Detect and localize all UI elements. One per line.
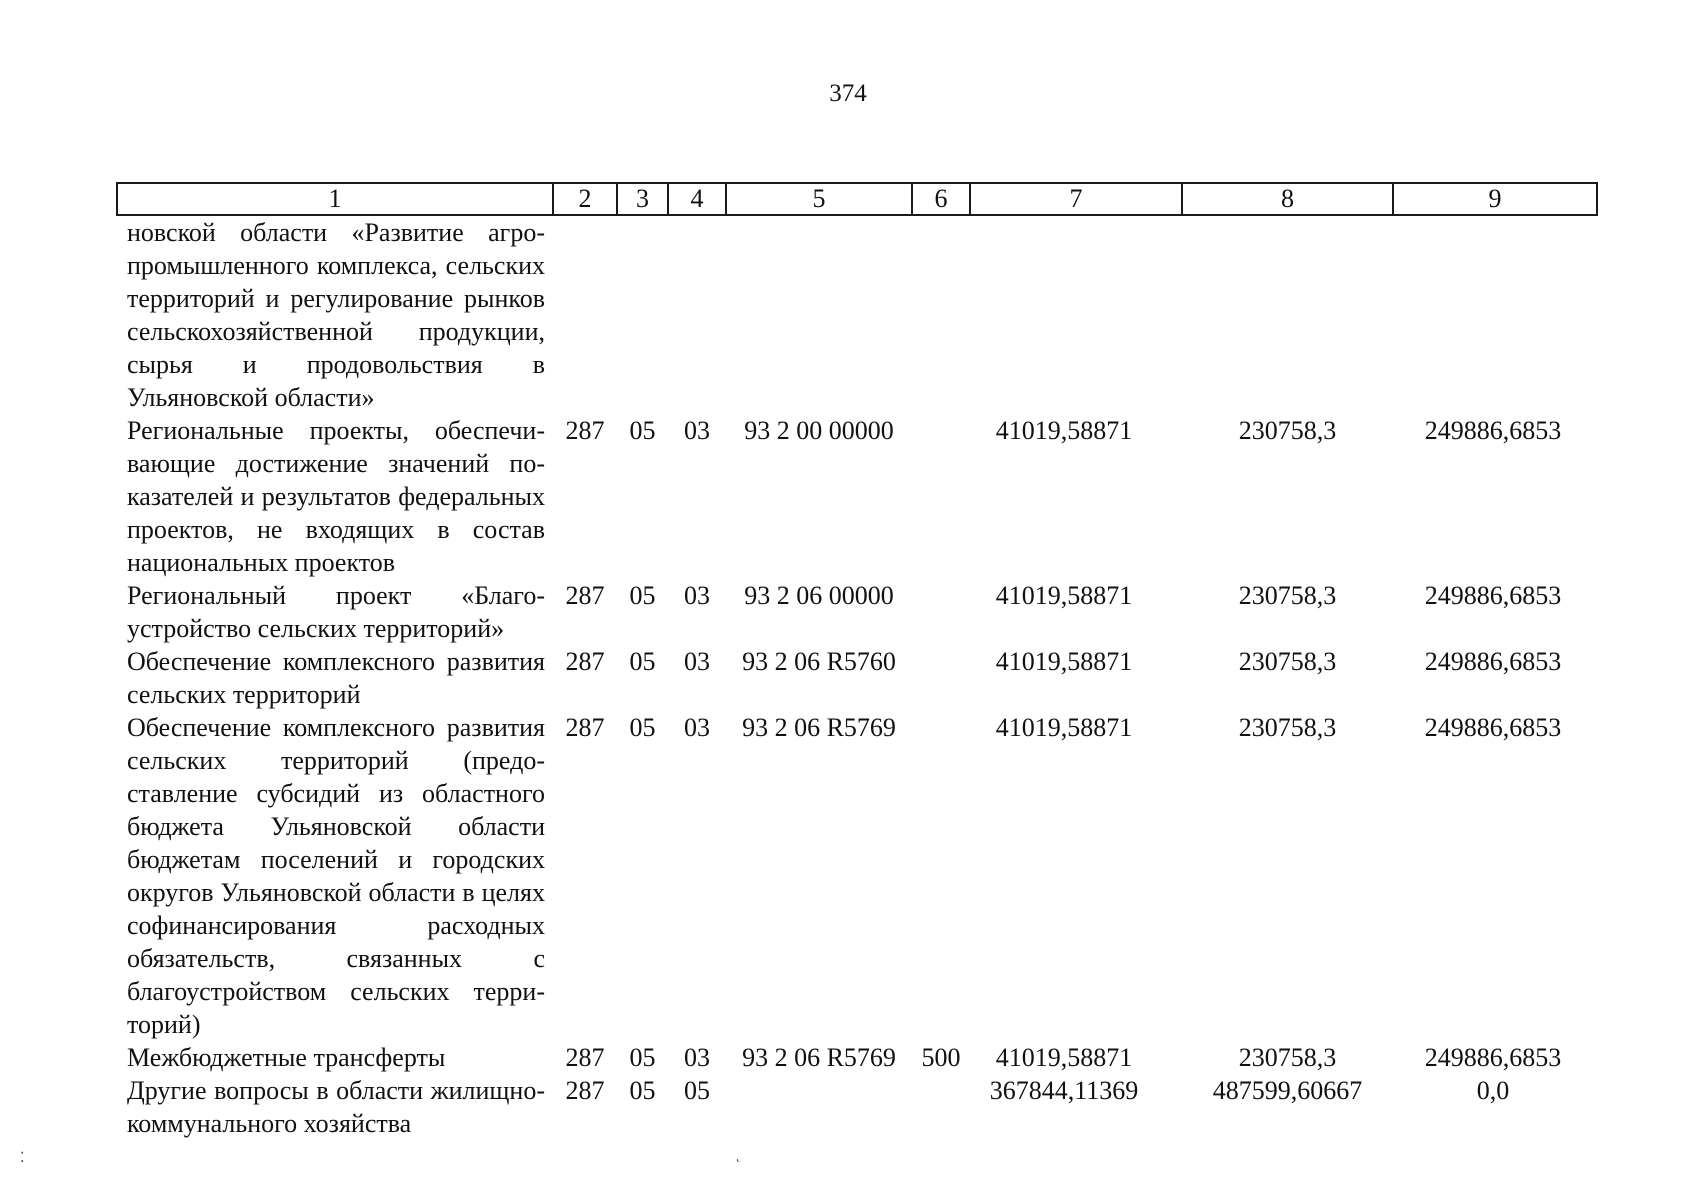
col-header-1: 1 bbox=[117, 183, 553, 215]
cell-4: 03 bbox=[684, 416, 710, 445]
cell-2: 287 bbox=[565, 416, 605, 445]
cell-2: 287 bbox=[565, 647, 605, 676]
table-row bbox=[117, 579, 1597, 645]
cell-2 bbox=[553, 215, 617, 414]
col-header-9: 9 bbox=[1393, 183, 1597, 215]
cell-7 bbox=[970, 215, 1182, 414]
table-row bbox=[117, 1074, 1597, 1140]
cell-4: 03 bbox=[684, 1043, 710, 1072]
cell-8: 487599,60667 bbox=[1212, 1076, 1363, 1105]
table-row bbox=[117, 711, 1597, 1041]
cell-5: 93 2 06 R5769 bbox=[742, 1043, 896, 1072]
cell-2: 287 bbox=[565, 1043, 605, 1072]
col-header-4: 4 bbox=[668, 183, 726, 215]
cell-9: 249886,6853 bbox=[1424, 713, 1562, 742]
cell-8: 230758,3 bbox=[1238, 1043, 1337, 1072]
cell-5: 93 2 06 00000 bbox=[744, 581, 894, 610]
row-name: Межбюджетные трансферты bbox=[127, 1043, 446, 1072]
cell-7: 41019,58871 bbox=[995, 713, 1133, 742]
cell-2: 287 bbox=[565, 581, 605, 610]
cell-7: 41019,58871 bbox=[995, 581, 1133, 610]
row-name: Региональный проект «Благоустройство сельских территорий» bbox=[127, 581, 545, 643]
cell-8: 230758,3 bbox=[1238, 416, 1337, 445]
cell-3: 05 bbox=[629, 1043, 656, 1072]
cell-4 bbox=[668, 215, 726, 414]
cell-8 bbox=[1182, 215, 1393, 414]
row-name: Обеспечение комплексного развития сельских территорий (предоставление субсидий из областного бюджета Ульяновской области бюджетам поселений и городских округов Ульяновской области в целях софинансирования расходных обязательств, связанных с благоустройством сельских территорий) bbox=[127, 713, 545, 1039]
row-name: Другие вопросы в области жилищно-коммунального хозяйства bbox=[127, 1076, 545, 1138]
cell-8: 230758,3 bbox=[1238, 581, 1337, 610]
cell-5 bbox=[726, 215, 912, 414]
row-name: новской области «Развитие агропромышленного комплекса, сельских территорий и регулирование рынков сельскохозяйственной продукции, сырья и продовольствия в Ульяновской области» bbox=[127, 218, 545, 412]
cell-7: 41019,58871 bbox=[995, 1043, 1133, 1072]
cell-6 bbox=[912, 1074, 970, 1140]
cell-4: 05 bbox=[684, 1076, 710, 1105]
table-row bbox=[117, 414, 1597, 579]
cell-4: 03 bbox=[684, 647, 710, 676]
cell-5: 93 2 06 R5769 bbox=[742, 713, 896, 742]
cell-8: 230758,3 bbox=[1238, 713, 1337, 742]
cell-9: 249886,6853 bbox=[1424, 647, 1562, 676]
cell-9: 249886,6853 bbox=[1424, 1043, 1562, 1072]
budget-table bbox=[116, 182, 1598, 1140]
col-header-3: 3 bbox=[617, 183, 668, 215]
row-name: Обеспечение комплексного развития сельских территорий bbox=[127, 647, 545, 709]
table-row bbox=[117, 215, 1597, 414]
table-row bbox=[117, 645, 1597, 711]
cell-9 bbox=[1393, 215, 1597, 414]
cell-7: 367844,11369 bbox=[989, 1076, 1139, 1105]
row-name: Региональные проекты, обеспечивающие достижение значений показателей и результатов федеральных проектов, не входящих в состав национальных проектов bbox=[127, 416, 545, 577]
table-row bbox=[117, 1041, 1597, 1074]
cell-4: 03 bbox=[684, 713, 710, 742]
cell-6 bbox=[912, 215, 970, 414]
cell-5: 93 2 06 R5760 bbox=[742, 647, 896, 676]
cell-8: 230758,3 bbox=[1238, 647, 1337, 676]
cell-3 bbox=[617, 215, 668, 414]
cell-5: 93 2 00 00000 bbox=[744, 416, 894, 445]
cell-6 bbox=[912, 579, 970, 645]
col-header-5: 5 bbox=[726, 183, 912, 215]
cell-2: 287 bbox=[565, 713, 605, 742]
cell-3: 05 bbox=[629, 713, 656, 742]
cell-5 bbox=[726, 1074, 912, 1140]
cell-9: 249886,6853 bbox=[1424, 581, 1562, 610]
scan-speck: ⁚ bbox=[20, 1151, 25, 1166]
table-header-row bbox=[117, 183, 1597, 215]
cell-3: 05 bbox=[629, 647, 656, 676]
col-header-6: 6 bbox=[912, 183, 970, 215]
col-header-2: 2 bbox=[553, 183, 617, 215]
cell-7: 41019,58871 bbox=[995, 647, 1133, 676]
col-header-8: 8 bbox=[1182, 183, 1393, 215]
cell-9: 249886,6853 bbox=[1424, 416, 1562, 445]
cell-7: 41019,58871 bbox=[995, 416, 1133, 445]
cell-2: 287 bbox=[565, 1076, 605, 1105]
cell-3: 05 bbox=[629, 581, 656, 610]
scan-speck: ˛ bbox=[736, 1148, 741, 1163]
cell-9: 0,0 bbox=[1476, 1076, 1510, 1105]
cell-3: 05 bbox=[629, 1076, 656, 1105]
cell-6 bbox=[912, 645, 970, 711]
cell-6: 500 bbox=[921, 1043, 961, 1072]
page-number: 374 bbox=[829, 80, 867, 107]
cell-6 bbox=[912, 711, 970, 1041]
col-header-7: 7 bbox=[970, 183, 1182, 215]
cell-6 bbox=[912, 414, 970, 579]
cell-4: 03 bbox=[684, 581, 710, 610]
cell-3: 05 bbox=[629, 416, 656, 445]
